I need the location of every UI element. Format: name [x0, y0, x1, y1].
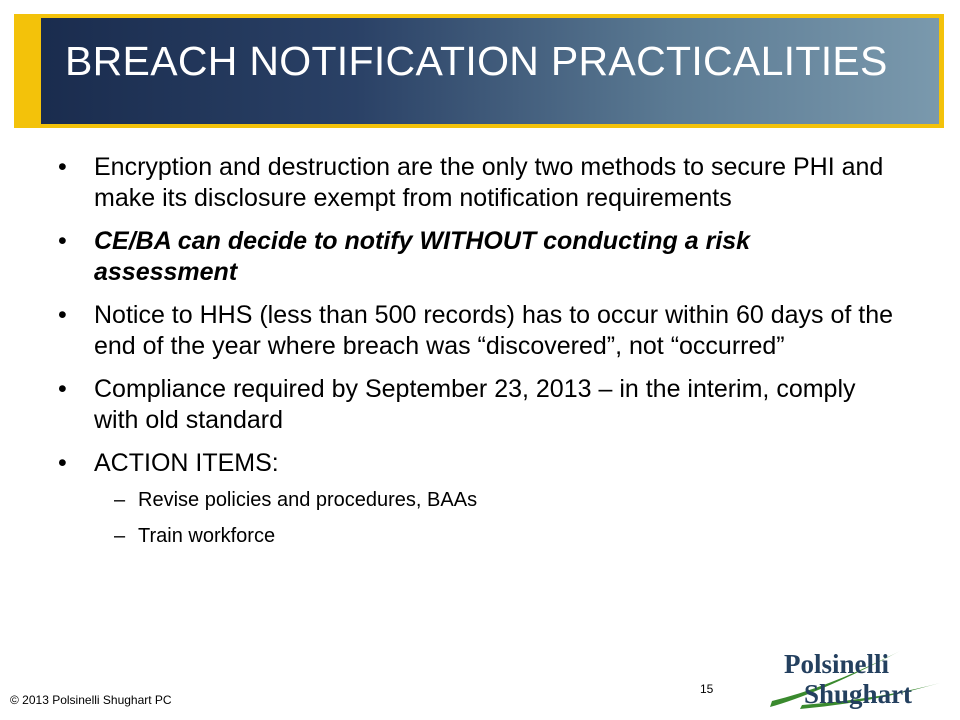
logo-line-1: Polsinelli [784, 649, 890, 679]
sub-bullet-item [58, 487, 898, 513]
bullet-text: Compliance required by September 23, 2013 – in the interim, comply with old standard [94, 375, 856, 434]
bullet-text: Encryption and destruction are the only two methods to secure PHI and make its disclosure exempt from notification requirements [94, 153, 884, 212]
bullet-text: ACTION ITEMS: [94, 449, 279, 477]
bullet-dot: • [58, 301, 67, 329]
copyright-notice: © 2013 Polsinelli Shughart PC [10, 693, 172, 707]
page-number: 15 [700, 682, 714, 696]
sub-bullet-dash: – [114, 489, 126, 511]
bullet-item [58, 152, 898, 214]
polsinelli-shughart-logo [760, 643, 946, 713]
sub-bullet-item [58, 523, 898, 549]
sub-bullet-dash: – [114, 525, 126, 547]
title-accent-bar [14, 14, 944, 128]
logo-line-2: Shughart [804, 679, 913, 709]
bullet-text: Notice to HHS (less than 500 records) has to occur within 60 days of the end of the year where breach was “discovered”, not “occurred” [94, 301, 893, 360]
slide-content [58, 152, 898, 559]
sub-bullet-text: Revise policies and procedures, BAAs [138, 489, 478, 511]
bullet-item [58, 374, 898, 436]
title-banner [41, 18, 939, 124]
bullet-text: CE/BA can decide to notify WITHOUT conducting a risk assessment [94, 227, 751, 286]
bullet-dot: • [58, 449, 67, 477]
sub-bullet-text: Train workforce [138, 525, 276, 547]
bullet-dot: • [58, 153, 67, 181]
slide-title: BREACH NOTIFICATION PRACTICALITIES [65, 38, 888, 84]
bullet-item [58, 226, 898, 288]
bullet-item [58, 300, 898, 362]
bullet-dot: • [58, 375, 67, 403]
bullet-dot: • [58, 227, 67, 255]
bullet-item [58, 448, 898, 479]
